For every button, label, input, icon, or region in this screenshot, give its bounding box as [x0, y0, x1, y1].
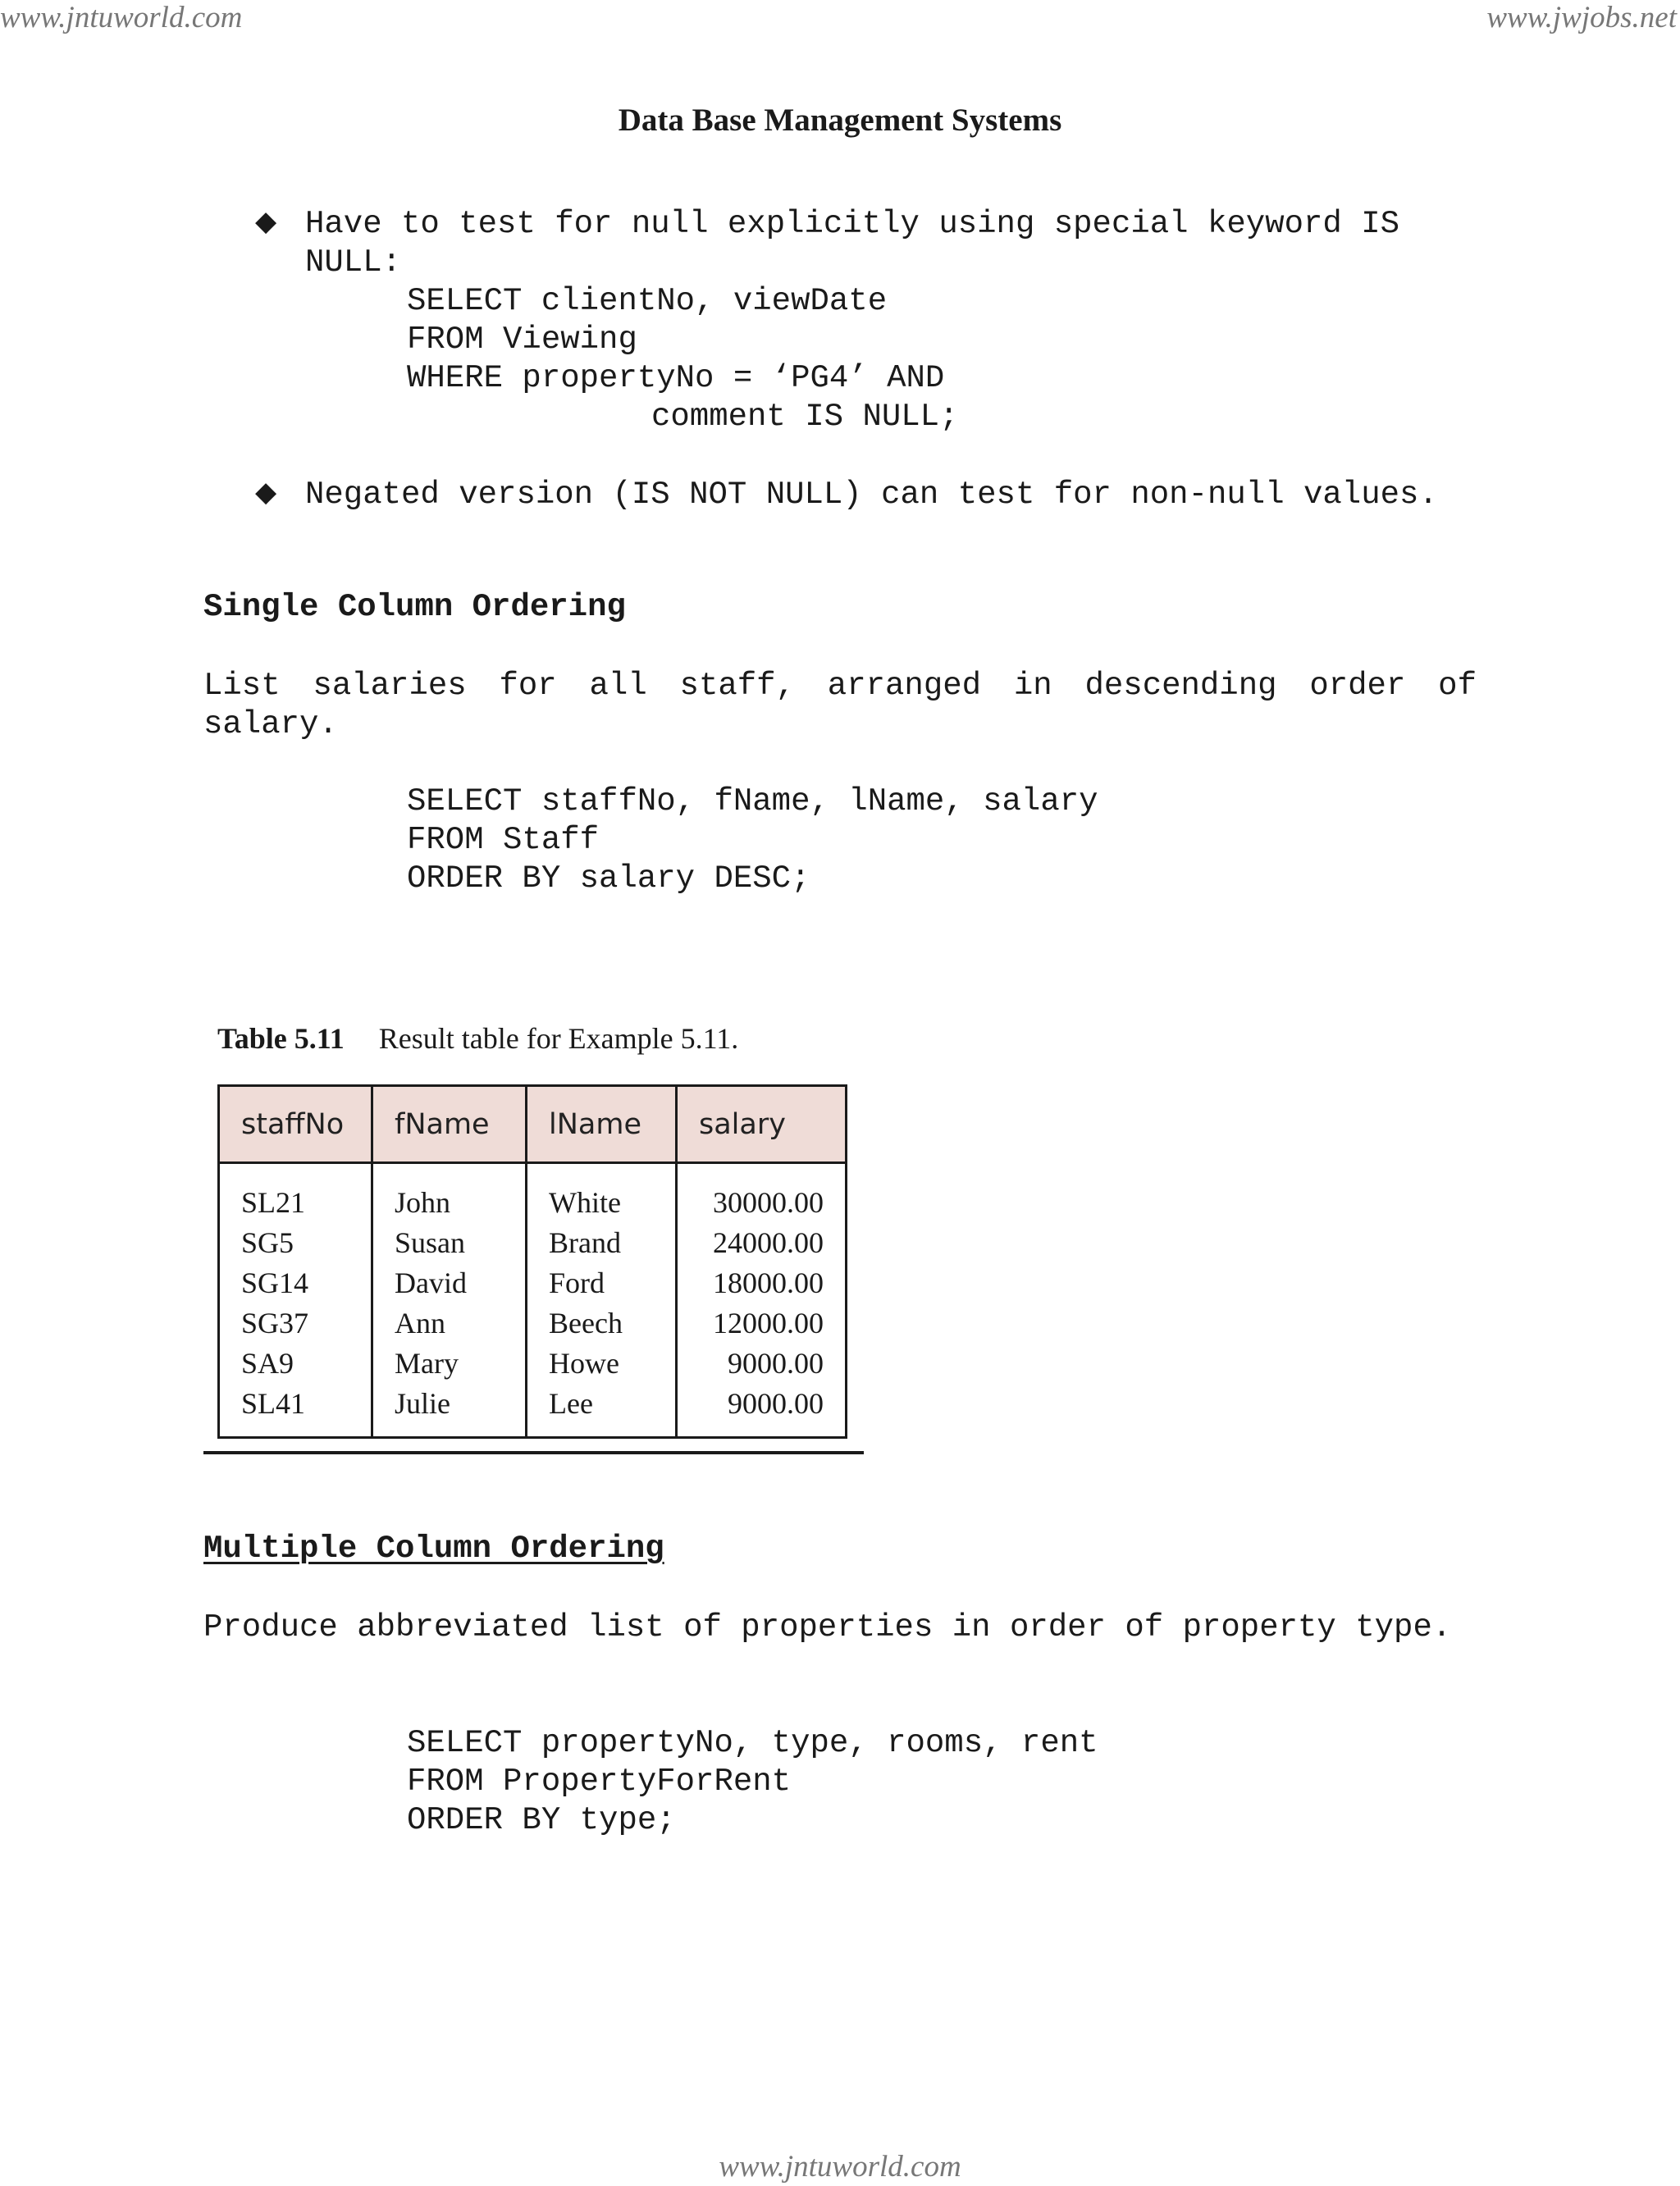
- code-null-line1: SELECT clientNo, viewDate: [407, 283, 888, 319]
- watermark-top-left: www.jntuworld.com: [0, 1, 243, 34]
- cell-staffno: SL41: [219, 1383, 372, 1438]
- cell-salary: 9000.00: [677, 1383, 847, 1438]
- table-row: [219, 1383, 847, 1438]
- table-bottom-rule: [203, 1451, 864, 1454]
- table-row: [219, 1262, 847, 1303]
- header-lname: lName: [527, 1086, 677, 1163]
- code-single-line2: FROM Staff: [407, 822, 600, 858]
- cell-lname: Lee: [527, 1383, 677, 1438]
- heading-single-column-ordering: Single Column Ordering: [203, 589, 626, 625]
- table-caption: [217, 1021, 738, 1056]
- cell-lname: Ford: [527, 1262, 677, 1303]
- result-table: [217, 1084, 847, 1439]
- cell-staffno: SA9: [219, 1343, 372, 1383]
- table-row: [219, 1303, 847, 1343]
- code-null-line2: FROM Viewing: [407, 322, 637, 358]
- bullet-not-null: Negated version (IS NOT NULL) can test for non-null values.: [305, 477, 1438, 513]
- diamond-bullet-icon: ◆: [255, 476, 277, 509]
- table-row: [219, 1163, 847, 1223]
- cell-salary: 9000.00: [677, 1343, 847, 1383]
- table-caption-label: Table 5.11: [217, 1022, 345, 1055]
- description-multiple: Produce abbreviated list of properties in order of property type.: [203, 1609, 1452, 1645]
- cell-lname: Howe: [527, 1343, 677, 1383]
- cell-staffno: SG14: [219, 1262, 372, 1303]
- cell-lname: Beech: [527, 1303, 677, 1343]
- cell-salary: 12000.00: [677, 1303, 847, 1343]
- cell-salary: 24000.00: [677, 1222, 847, 1262]
- cell-staffno: SG5: [219, 1222, 372, 1262]
- table-row: [219, 1222, 847, 1262]
- code-multiple-line3: ORDER BY type;: [407, 1802, 676, 1838]
- bullet-null-line1: Have to test for null explicitly using special keyword IS: [305, 206, 1400, 242]
- table-header-row: [219, 1086, 847, 1163]
- page-title: Data Base Management Systems: [618, 103, 1062, 138]
- diamond-bullet-icon: ◆: [255, 205, 277, 238]
- bullet-null-line2: NULL:: [305, 244, 402, 281]
- cell-fname: John: [372, 1163, 527, 1223]
- description-single: List salaries for all staff, arranged in descending order of salary.: [203, 668, 1477, 742]
- cell-salary: 18000.00: [677, 1262, 847, 1303]
- code-multiple-line1: SELECT propertyNo, type, rooms, rent: [407, 1725, 1098, 1761]
- cell-staffno: SL21: [219, 1163, 372, 1223]
- cell-fname: Julie: [372, 1383, 527, 1438]
- cell-lname: White: [527, 1163, 677, 1223]
- cell-fname: David: [372, 1262, 527, 1303]
- code-multiple-line2: FROM PropertyForRent: [407, 1764, 792, 1800]
- header-salary: salary: [677, 1086, 847, 1163]
- code-single-line1: SELECT staffNo, fName, lName, salary: [407, 783, 1098, 819]
- watermark-top-right: www.jwjobs.net: [1486, 1, 1677, 34]
- cell-salary: 30000.00: [677, 1163, 847, 1223]
- cell-fname: Susan: [372, 1222, 527, 1262]
- table-row: [219, 1343, 847, 1383]
- code-single-line3: ORDER BY salary DESC;: [407, 860, 810, 897]
- header-fname: fName: [372, 1086, 527, 1163]
- code-null-line4: comment IS NULL;: [651, 399, 959, 435]
- table-caption-text: Result table for Example 5.11.: [378, 1022, 739, 1055]
- cell-fname: Ann: [372, 1303, 527, 1343]
- cell-staffno: SG37: [219, 1303, 372, 1343]
- heading-multiple-column-ordering: Multiple Column Ordering: [203, 1531, 664, 1567]
- code-null-line3: WHERE propertyNo = ‘PG4’ AND: [407, 360, 945, 396]
- cell-lname: Brand: [527, 1222, 677, 1262]
- watermark-bottom: www.jntuworld.com: [719, 2150, 961, 2184]
- cell-fname: Mary: [372, 1343, 527, 1383]
- header-staffno: staffNo: [219, 1086, 372, 1163]
